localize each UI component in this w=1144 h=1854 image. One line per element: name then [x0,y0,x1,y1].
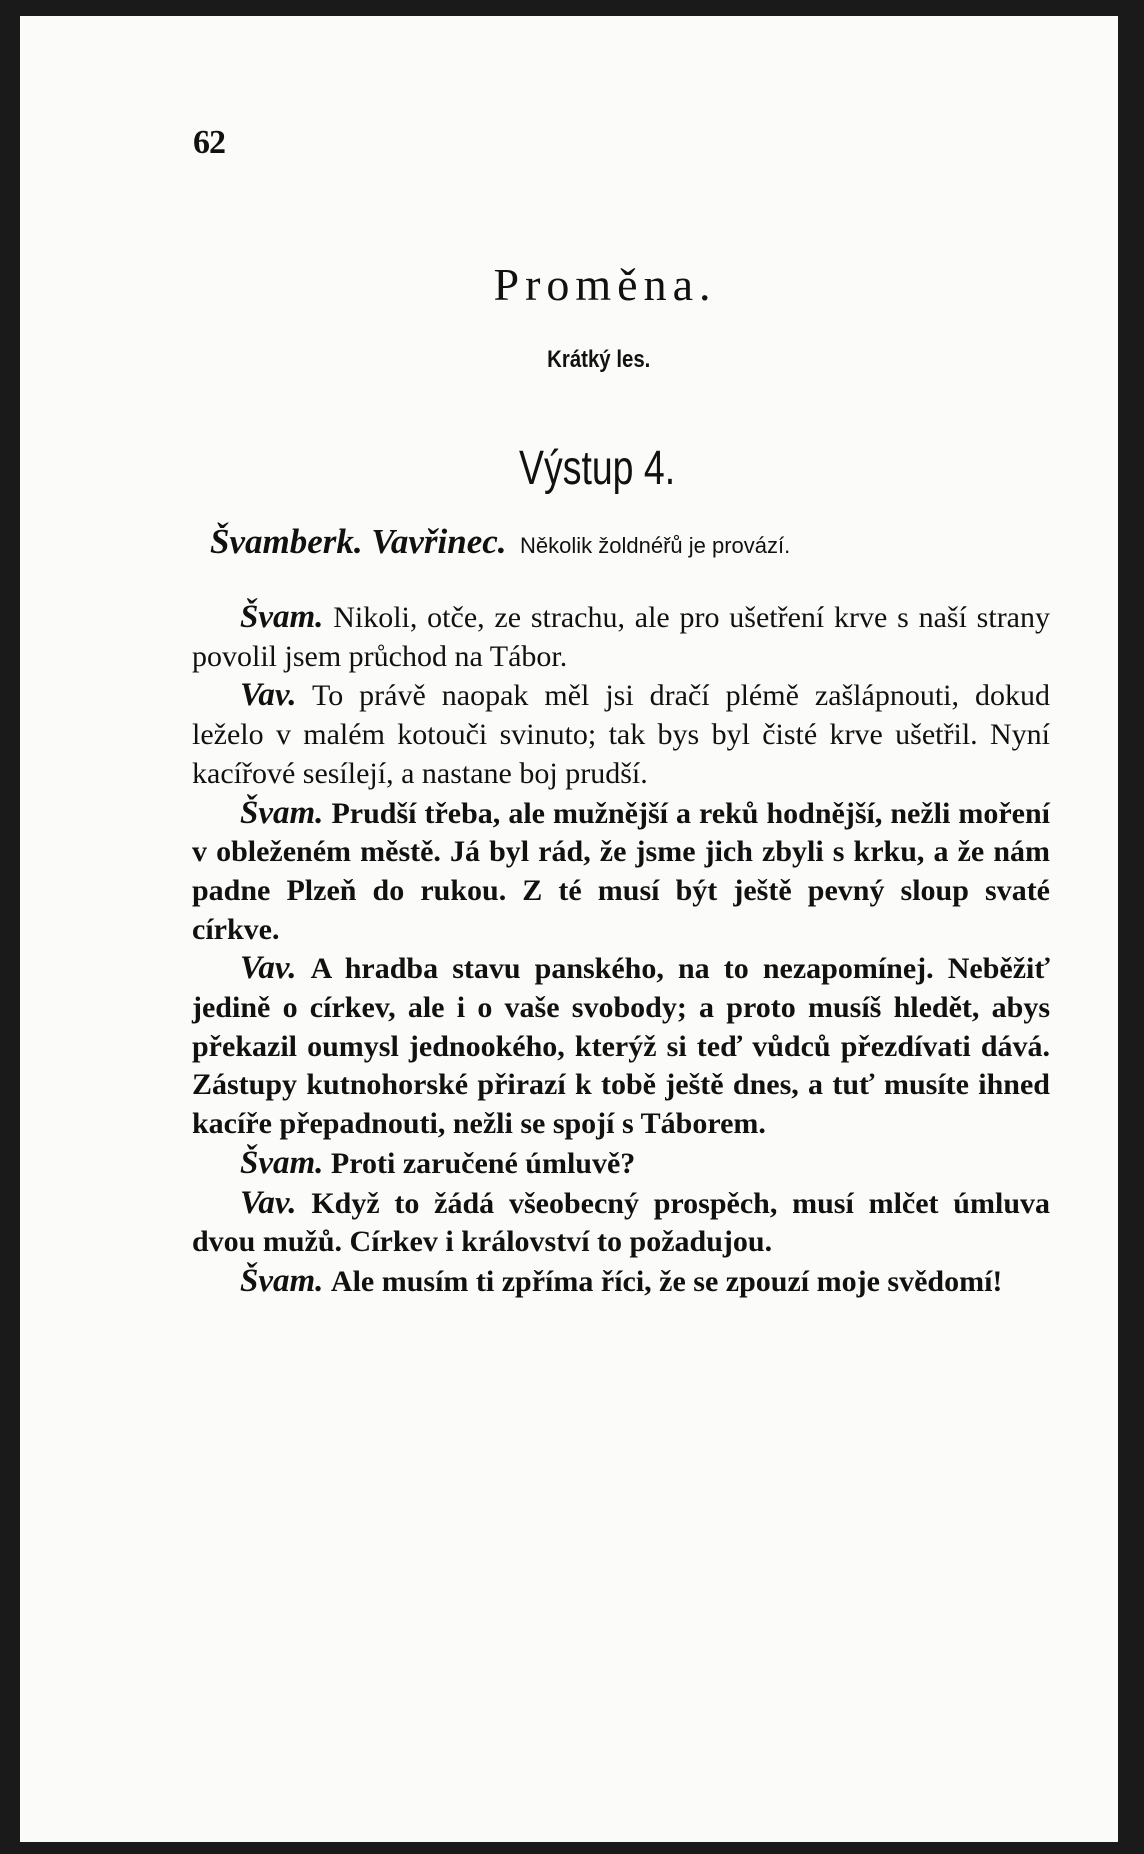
speech-text: To právě naopak měl jsi dračí plémě zašlápnouti, dokud leželo v malém kotouči svinuto; tak bys byl čisté krve ušetřil. Nyní kacířové sesílejí, a nastane boj prudší. [192,679,1050,790]
scene-title: Proměna. [493,259,717,310]
speech-1 [192,598,1050,676]
speaker-name: Vav. [240,1184,297,1221]
cast-line [210,522,1070,562]
stage-direction: Několik žoldnéřů je provází. [520,533,791,558]
speech-text: Když to žádá všeobecný prospěch, musí mlčet úmluva dvou mužů. Církev i království to požadujou. [192,1186,1050,1259]
speaker-name: Švam. [240,599,324,635]
speech-4 [192,949,1050,1144]
act-heading: Výstup 4. [519,442,676,495]
speech-2 [192,676,1050,793]
speaker-name: Vav. [240,950,297,987]
dialogue [192,598,1050,1302]
speech-5 [192,1144,1050,1184]
page-number: 62 [193,124,225,161]
cast-names: Švamberk. Vavřinec. [210,522,507,561]
speech-text: Nikoli, otče, ze strachu, ale pro ušetření krve s naší strany povolil jsem průchod na Tábor. [192,601,1051,673]
speech-text: Ale musím ti zpříma říci, že se zpouzí moje svědomí! [330,1264,1003,1298]
speech-7 [192,1262,1050,1302]
speaker-name: Vav. [240,677,297,714]
speaker-name: Švam. [240,1144,324,1181]
scene-setting: Krátký les. [547,346,651,373]
speech-6 [192,1184,1050,1262]
speech-text: A hradba stavu panského, na to nezapomínej. Neběžiť jedině o církev, ale i o vaše svobody; a proto musíš hledět, abys překazil oumysl jednookého, kterýž si teď vůdců přezdívati dává. Zástupy kutnohorské přirazí k tobě ještě dnes, a tuť musíte ihned kacíře přepadnouti, nežli se spojí s Táborem. [192,952,1050,1141]
speech-text: Prudší třeba, ale mužnější a reků hodnější, nežli moření v obleženém městě. Já byl rád, že jsme jich zbyli s krku, a že nám padne Plzeň do rukou. Z té musí být ještě pevný sloup svaté církve. [192,796,1051,946]
speaker-name: Švam. [240,794,324,831]
book-page [20,16,1118,1842]
speech-3 [192,794,1050,950]
speaker-name: Švam. [240,1262,324,1299]
speech-text: Proti zaručené úmluvě? [330,1146,636,1180]
